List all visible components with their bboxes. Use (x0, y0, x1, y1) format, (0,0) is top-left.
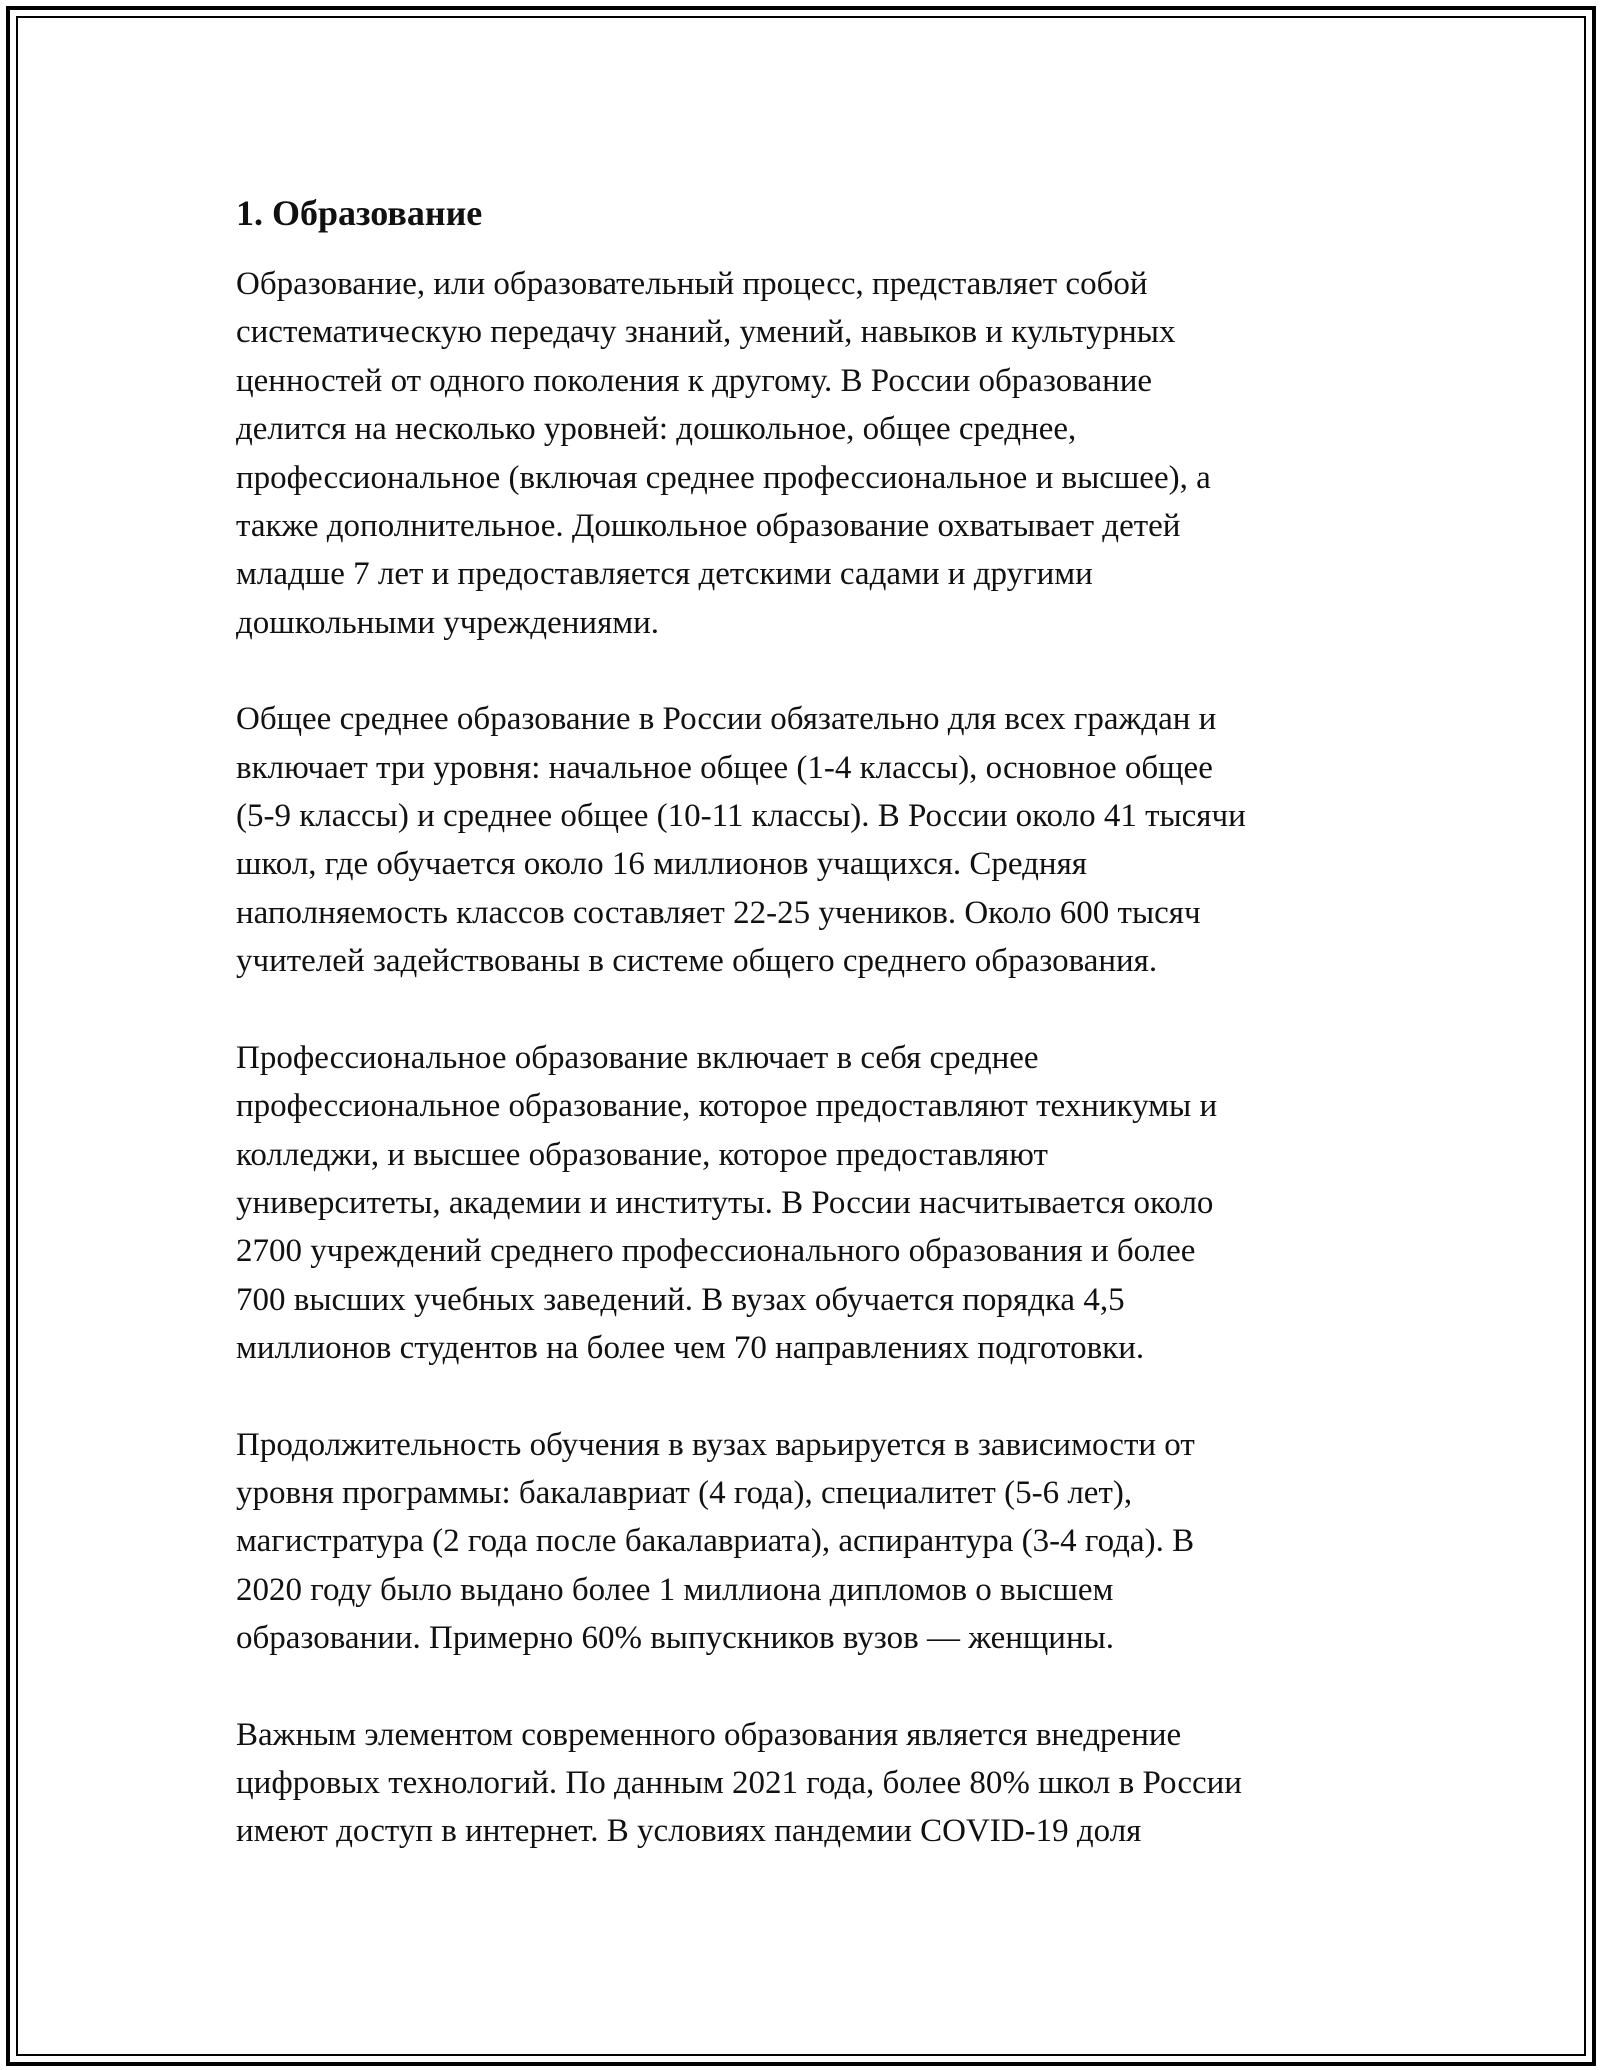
paragraph-1: Образование, или образовательный процесс, представляет собой систематическую передачу знаний, умений, навыков и культурных ценностей от одного поколения к другому. В России образование делится на несколько уровней: дошкольное, общее среднее, профессиональное (включая среднее профессиональное и высшее), а также дополнительное. Дошкольное образование охватывает детей младше 7 лет и предоставляется детскими садами и другими дошкольными учреждениями. (236, 266, 1211, 641)
paragraph-2: Общее среднее образование в России обязательно для всех граждан и включает три уровня: начальное общее (1-4 классы), основное общее (5-9 классы) и среднее общее (10-11 классы). В России около 41 тысячи школ, где обучается около 16 миллионов учащихся. Средняя наполняемость классов составляет 22-25 учеников. Около 600 тысяч учителей задействованы в системе общего среднего образования. (236, 701, 1246, 980)
paragraph-5: Важным элементом современного образования является внедрение цифровых технологий. По данным 2021 года, более 80% школ в России имеют доступ в интернет. В условиях пандемии COVID-19 доля (236, 1716, 1242, 1850)
paragraph-3: Профессиональное образование включает в себя среднее профессиональное образование, которое предоставляют техникумы и колледжи, и высшее образование, которое предоставляют университеты, академии и институты. В России насчитывается около 2700 учреждений среднего профессионального образования и более 700 высших учебных заведений. В вузах обучается порядка 4,5 миллионов студентов на более чем 70 направлениях подготовки. (236, 1039, 1218, 1367)
paragraph-4: Продолжительность обучения в вузах варьируется в зависимости от уровня программы: бакалавриат (4 года), специалитет (5-6 лет), магистратура (2 года после бакалавриата), аспирантура (3-4 года). В 2020 году было выдано более 1 миллиона дипломов о высшем образовании. Примерно 60% выпускников вузов — женщины. (236, 1426, 1195, 1657)
section-heading: 1. Образование (236, 193, 483, 233)
document-page (236, 186, 1366, 1904)
